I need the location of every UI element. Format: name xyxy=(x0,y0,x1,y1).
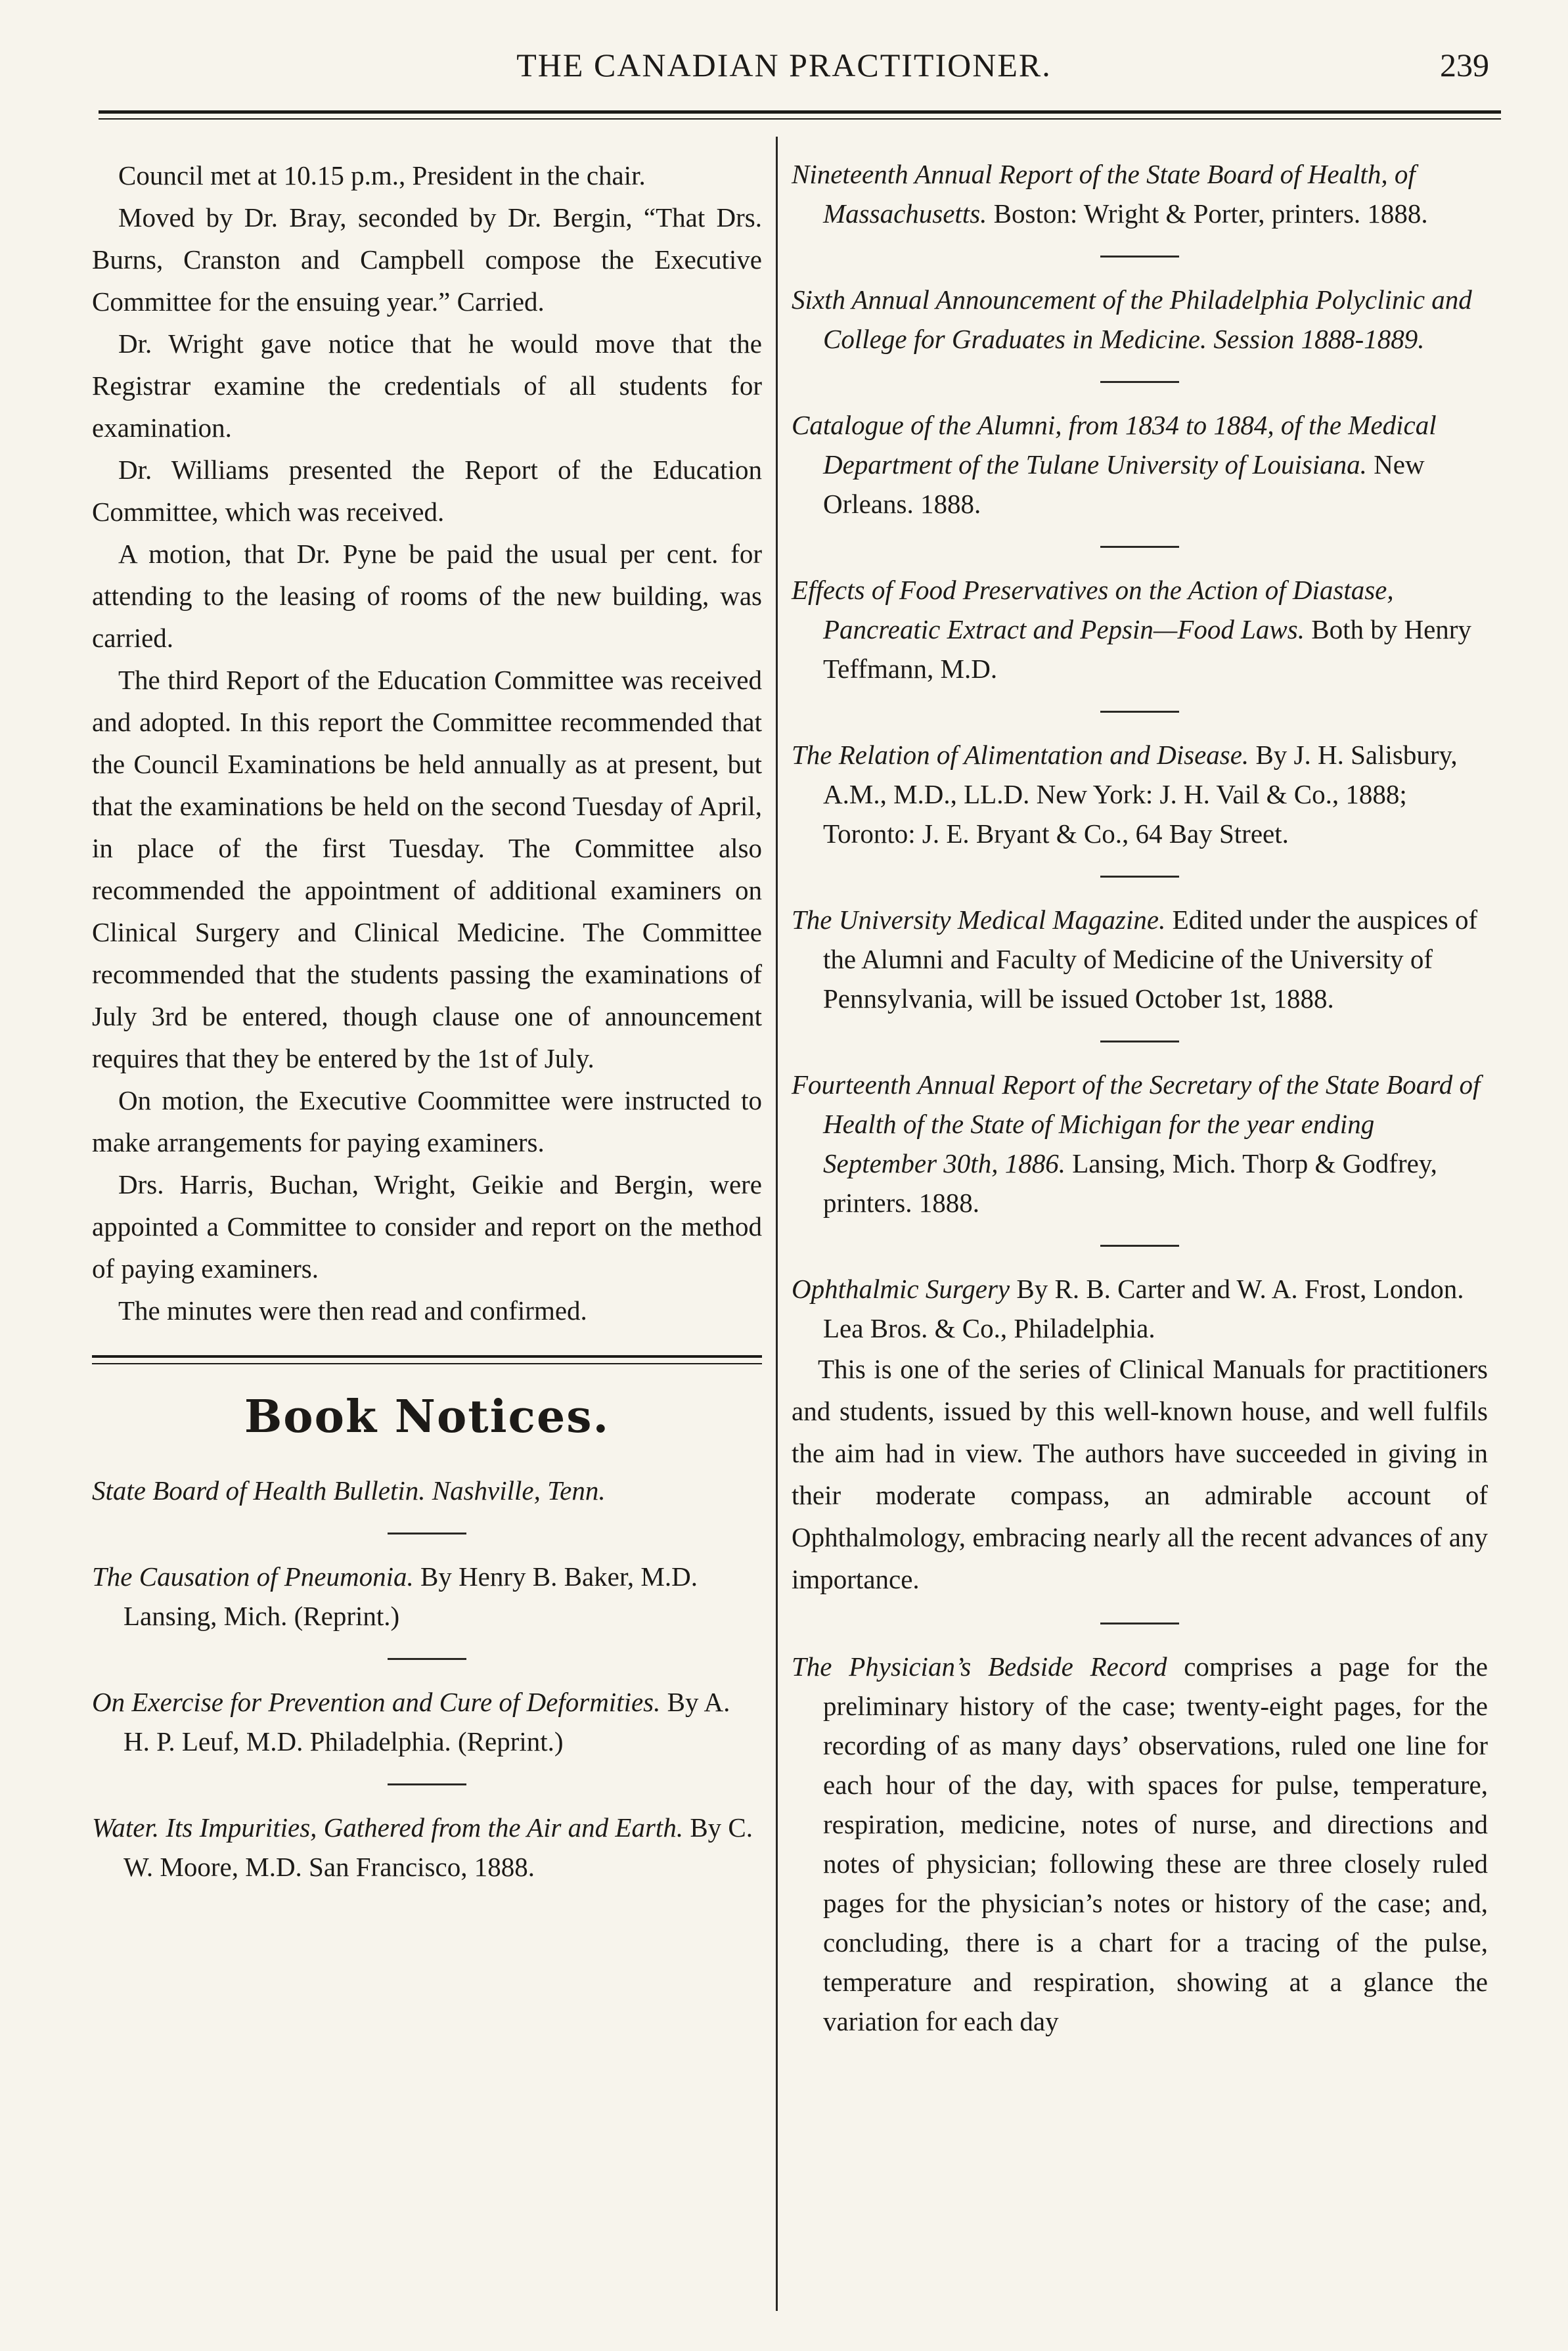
short-rule xyxy=(1100,546,1179,548)
book-notice xyxy=(792,154,1488,233)
book-notice xyxy=(92,1808,762,1887)
book-notice xyxy=(792,735,1488,853)
short-rule xyxy=(388,1533,466,1534)
paragraph: Dr. Williams presented the Report of the Education Committee, which was received. xyxy=(92,455,762,527)
book-notice xyxy=(92,1557,762,1636)
notice-details: By J. H. Salisbury, A.M., M.D., LL.D. New York: J. H. Vail & Co., 1888; Toronto: J. E. Bryant & Co., 64 Bay Street. xyxy=(823,740,1458,849)
notice-title: The Relation of Alimentation and Disease. xyxy=(792,740,1249,770)
right-column xyxy=(792,154,1488,2041)
book-notice xyxy=(792,1065,1488,1222)
paragraph: Moved by Dr. Bray, seconded by Dr. Bergin, “That Drs. Burns, Cranston and Campbell compose the Executive Committee for the ensuing year.” Carried. xyxy=(92,202,762,317)
notice-details: Both by Henry Teffmann, M.D. xyxy=(823,614,1471,684)
short-rule xyxy=(1100,256,1179,257)
notice-title: Fourteenth Annual Report of the Secretary of the State Board of Health of the State of Michigan for the year ending September 30th, 1886. xyxy=(792,1069,1481,1178)
notice-title: Nineteenth Annual Report of the State Board of Health, of Massachusetts. xyxy=(792,159,1416,229)
notice-title: The Causation of Pneumonia. xyxy=(92,1561,414,1592)
page-number: 239 xyxy=(1440,47,1489,83)
book-notice xyxy=(792,280,1488,359)
column-divider xyxy=(776,137,778,2311)
bedside-record-notice xyxy=(792,1647,1488,2041)
notice-title: The Physician’s Bedside Record xyxy=(792,1651,1167,1682)
notice-title: The University Medical Magazine. xyxy=(792,905,1166,935)
notice-title: Water. Its Impurities, Gathered from the Air and Earth. xyxy=(92,1812,684,1843)
notice-title: State Board of Health Bulletin. Nashville, Tenn. xyxy=(92,1475,606,1506)
page-header xyxy=(0,46,1568,99)
section-rule xyxy=(92,1355,762,1358)
book-notice xyxy=(792,405,1488,524)
paragraph: Council met at 10.15 p.m., President in the chair. xyxy=(118,160,646,190)
paragraph: A motion, that Dr. Pyne be paid the usual per cent. for attending to the leasing of rooms of the new building, was carried. xyxy=(92,539,762,653)
short-rule xyxy=(1100,1245,1179,1247)
short-rule xyxy=(1100,381,1179,383)
short-rule xyxy=(388,1783,466,1785)
book-notice xyxy=(792,1269,1488,1348)
header-rule-thick xyxy=(99,110,1501,114)
section-title: Book Notices. xyxy=(244,1391,610,1443)
notice-title: Effects of Food Preservatives on the Action of Diastase, Pancreatic Extract and Pepsin—Food Laws. xyxy=(792,575,1394,644)
book-notice xyxy=(792,570,1488,688)
notice-title: Catalogue of the Alumni, from 1834 to 1884, of the Medical Department of the Tulane University of Louisiana. xyxy=(792,410,1437,480)
paragraph: The minutes were then read and confirmed. xyxy=(118,1295,587,1326)
book-notice xyxy=(792,900,1488,1018)
short-rule xyxy=(1100,876,1179,878)
section-rule-thin xyxy=(92,1363,762,1364)
paragraph: Drs. Harris, Buchan, Wright, Geikie and Bergin, were appointed a Committee to consider and report on the method of paying examiners. xyxy=(92,1169,762,1284)
short-rule xyxy=(388,1658,466,1660)
notice-details: By C. W. Moore, M.D. San Francisco, 1888. xyxy=(123,1812,753,1882)
short-rule xyxy=(1100,711,1179,713)
notice-details: Lansing, Mich. Thorp & Godfrey, printers. 1888. xyxy=(823,1148,1437,1218)
notice-title: Sixth Annual Announcement of the Philadelphia Polyclinic and College for Graduates in Medicine. Session 1888-1889. xyxy=(792,284,1472,354)
paragraph: Dr. Wright gave notice that he would move that the Registrar examine the credentials of all students for examination. xyxy=(92,328,762,443)
notice-title: Ophthalmic Surgery xyxy=(792,1274,1010,1304)
notice-details: comprises a page for the preliminary history of the case; twenty-eight pages, for the recording of as many days’ observations, ruled one line for each hour of the day, with spaces for pulse, temperature, respiration, medicine, notes of nurse, and directions and notes of physician; following these are three closely ruled pages for the physician’s notes or history of the case; and, concluding, there is a chart for a tracing of the pulse, temperature and respiration, showing at a glance the variation for each day xyxy=(823,1651,1488,2036)
paragraph: The third Report of the Education Committee was received and adopted. In this report the Committee recommended that the Council Examinations be held annually as at present, but that the examinations be held on the second Tuesday of April, in place of the first Tuesday. The Committee also recommended the appointment of additional examiners on Clinical Surgery and Clinical Medicine. The Committee recommended that the students passing the examinations of July 3rd be entered, though clause one of announcement requires that they be entered by the 1st of July. xyxy=(92,665,762,1073)
book-notice xyxy=(92,1471,762,1510)
notice-details: By R. B. Carter and W. A. Frost, London. Lea Bros. & Co., Philadelphia. xyxy=(823,1274,1464,1343)
notice-details: By Henry B. Baker, M.D. Lansing, Mich. (Reprint.) xyxy=(123,1561,698,1631)
header-rule-thin xyxy=(99,118,1501,120)
notice-details: Boston: Wright & Porter, printers. 1888. xyxy=(987,198,1428,229)
paragraph: This is one of the series of Clinical Manuals for practitioners and students, issued by this well-known house, and well fulfils the aim had in view. The authors have succeeded in giving in their moderate compass, an admirable account of Ophthalmology, embracing nearly all the recent advances of any importance. xyxy=(792,1354,1488,1594)
notice-details: New Orleans. 1888. xyxy=(823,449,1425,519)
short-rule xyxy=(1100,1041,1179,1042)
notice-title: On Exercise for Prevention and Cure of Deformities. xyxy=(92,1687,661,1717)
notice-details: By A. H. P. Leuf, M.D. Philadelphia. (Reprint.) xyxy=(123,1687,730,1757)
running-title: THE CANADIAN PRACTITIONER. xyxy=(516,47,1052,83)
short-rule xyxy=(1100,1623,1179,1624)
book-notice xyxy=(92,1682,762,1761)
notice-details: Edited under the auspices of the Alumni and Faculty of Medicine of the University of Pennsylvania, will be issued October 1st, 1888. xyxy=(823,905,1478,1014)
paragraph: On motion, the Executive Coommittee were instructed to make arrangements for paying examiners. xyxy=(92,1085,762,1157)
left-column xyxy=(92,154,762,1887)
